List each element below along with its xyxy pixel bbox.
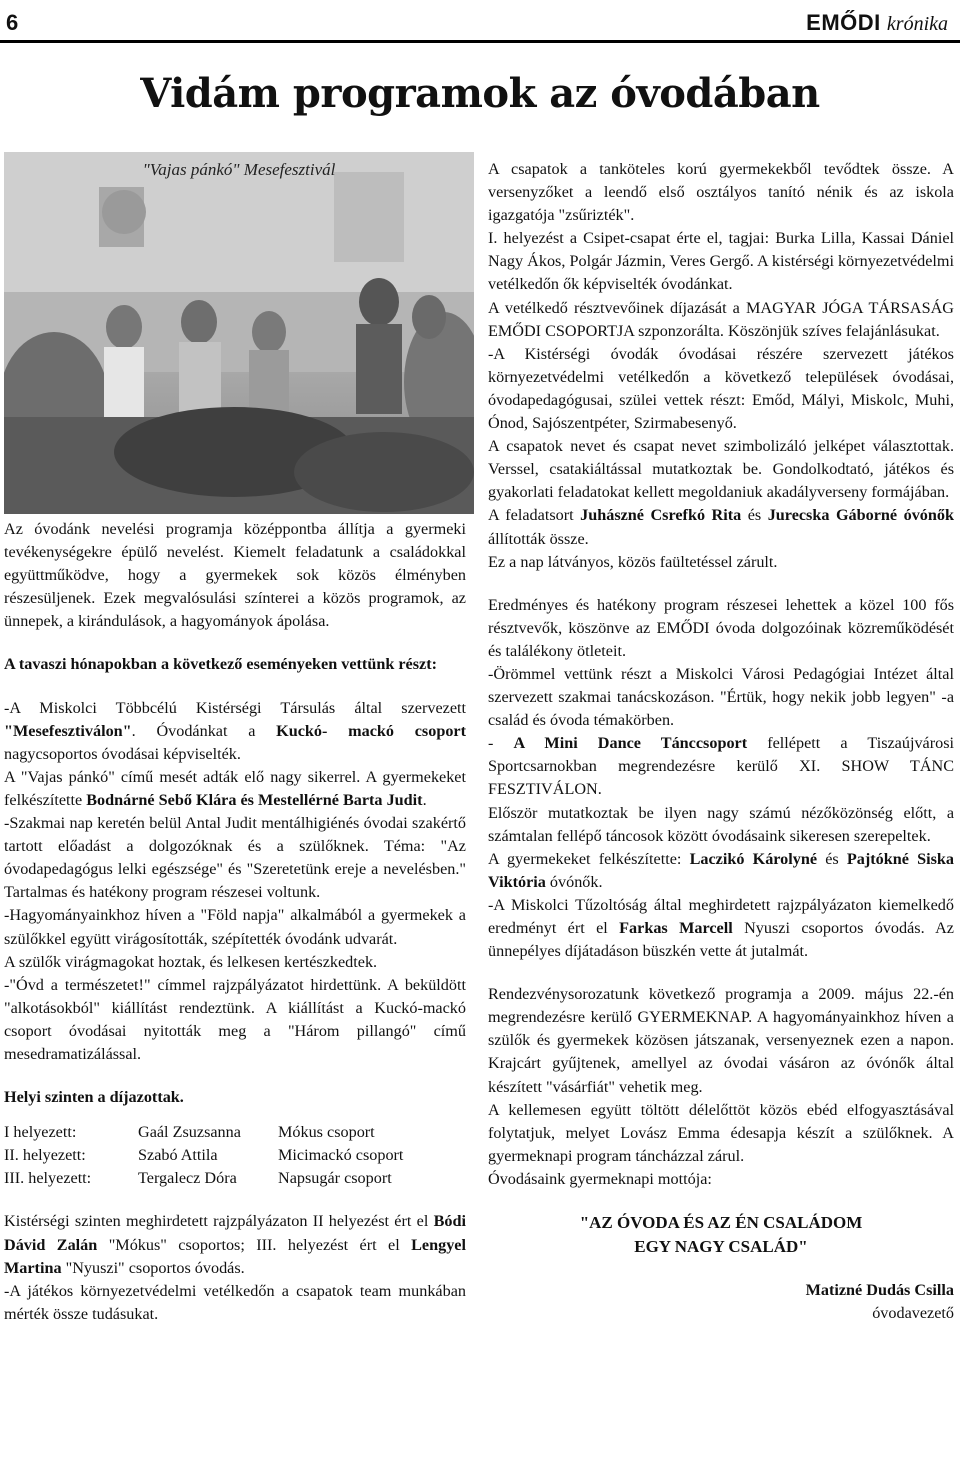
award-name: Gaál Zsuzsanna xyxy=(138,1123,241,1142)
publication-name xyxy=(806,10,948,36)
article-title: Vidám programok az óvodában xyxy=(140,70,820,117)
award-place: III. helyezett: xyxy=(4,1169,92,1188)
paragraph-csapatnevek: A csapatok nevet és csapat nevet szimbolizáló jelképet választottak. Verssel, csatakiáltással mutatkoztak be. Gondolkodtató, játékos és gyakorlati feladatokat kellett megoldaniuk akadályverseny formájában. xyxy=(488,437,954,502)
paragraph-feladatsor: A feladatsort Juhászné Csrefkó Rita és Jurecska Gáborné óvónők állították össze. xyxy=(488,506,954,548)
paragraph-felkeszites: A gyermekeket felkészítette: Laczikó Károlyné és Pajtókné Siska Viktória óvónők. xyxy=(488,849,954,891)
motto-line-1: "AZ ÓVODA ÉS AZ ÉN CSALÁDOM xyxy=(579,1213,863,1233)
left-column xyxy=(4,518,466,1326)
award-name: Szabó Attila xyxy=(138,1146,218,1165)
photo-caption: "Vajas pánkó" Mesefesztivál xyxy=(142,160,336,179)
publication-title: EMŐDI xyxy=(806,10,881,35)
paragraph-eredmenyes: Eredményes és hatékony program részesei lehettek a közel 100 fős résztvevők, köszönve az EMŐDI óvoda dolgozóinak közreműködését és találékony ötleteit. xyxy=(488,595,954,660)
motto xyxy=(488,1211,954,1259)
article-photo xyxy=(4,152,474,514)
author-role: óvodavezető xyxy=(872,1304,954,1323)
paragraph-mesefesztival: -A Miskolci Többcélú Kistérségi Társulás által szervezett "Mesefesztiválon". Óvodánkat a Kuckó- mackó csoport nagycsoportos óvodásai képviselték. xyxy=(4,698,466,763)
award-group: Mókus csoport xyxy=(278,1123,375,1142)
award-group: Micimackó csoport xyxy=(278,1146,404,1165)
paragraph-vetelkedo: -A játékos környezetvédelmi vetélkedőn a csapatok team munkában mérték össze tudásukat. xyxy=(4,1281,466,1323)
intro-paragraph: Az óvodánk nevelési programja középpontba állítja a gyermeki tevékenységekre épülő nevelést. Kiemelt feladatunk a családokkal együttműködve, hogy a gyermekek sok közös élményben részesüljenek. Ezek megvalósulási színterei a közös programok, az ünnepek, a kirándulások, a hagyományok ápolása. xyxy=(4,520,466,631)
award-place: II. helyezett: xyxy=(4,1146,86,1165)
page-header xyxy=(0,0,960,43)
awards-table xyxy=(4,1121,466,1190)
paragraph-gyermeknap: Rendezvénysorozatunk következő programja a 2009. május 22.-én megrendezésre kerülő GYERMEKNAP. A hagyományainkhoz híven a szülők és gyermekek közösen játszanak, versenyeznek ezen a napon. Krajcárt gyűjtenek, amellyel az óvodai vásáron az óvónők által készített "vásárfiát" vehetik meg. xyxy=(488,985,954,1096)
paragraph-motto-intro: Óvodásaink gyermeknapi mottója: xyxy=(488,1169,712,1188)
photo-image xyxy=(4,152,474,514)
paragraph-fold-napja: -Hagyományainkhoz híven a "Föld napja" alkalmából a gyermekek a szülőkkel együtt virágosították, szépítették óvodánk udvarát. xyxy=(4,906,466,948)
paragraph-bemutatkozas: Először mutatkoztak be ilyen nagy számú nézőközönség előtt, a számtalan fellépő táncosok között óvodásaink sikeresen szerepeltek. xyxy=(488,803,954,845)
events-heading: A tavaszi hónapokban a következő eseményeken vettünk részt: xyxy=(4,655,438,674)
award-name: Tergalecz Dóra xyxy=(138,1169,237,1188)
motto-line-2: EGY NAGY CSALÁD" xyxy=(634,1237,808,1257)
paragraph-joga-tarsasag: A vetélkedő résztvevőinek díjazását a MAGYAR JÓGA TÁRSASÁG EMŐDI CSOPORTJA szponzorálta. Köszönjük szíves felajánlásukat. xyxy=(488,298,954,340)
awards-heading: Helyi szinten a díjazottak. xyxy=(4,1088,184,1107)
paragraph-tuzoltosag: -A Miskolci Tűzoltóság által meghirdetett rajzpályázaton kiemelkedő eredményt ért el Farkas Marcell Nyuszi csoportos óvodás. Az ünnepélyes díjátadáson büszkén vette át jutalmát. xyxy=(488,895,954,961)
paragraph-csapatok: A csapatok a tanköteles korú gyermekekből tevődtek össze. A versenyzőket a leendő első osztályos tanító nénik és az iskola igazgatója "zsűrizték". xyxy=(488,160,954,225)
paragraph-rajzpalyazat: -"Óvd a természetet!" címmel rajzpályázatot hirdettünk. A beküldött "alkotásokból" kiállítást rendeztünk. A kiállítást a Kuckó-mackó csoport óvodásai nyitották meg a "Három pillangó" című mesedramatizálással. xyxy=(4,975,466,1063)
paragraph-ebed: A kellemesen együtt töltött délelőttöt közös ebéd elfogyasztásával folytatjuk, melyet Lovász Emma édesapja készít a szülőknek. A gyermeknapi program táncházzal zárul. xyxy=(488,1100,954,1165)
paragraph-kistersegi-ovodak: -A Kistérségi óvodák óvodásai részére szervezett játékos környezetvédelmi vetélkedőn a következő települések óvodásai, óvodapedagógusai, szülei vettek részt: Emőd, Mályi, Miskolc, Muhi, Ónod, Sajószentpéter, Szirmabesenyő. xyxy=(488,344,954,433)
award-place: I helyezett: xyxy=(4,1123,77,1142)
paragraph-kistersegi-rajz: Kistérségi szinten meghirdetett rajzpályázaton II helyezést ért el Bódi Dávid Zalán "Mókus" csoportos; III. helyezést ért el Lengyel Martina "Nyuszi" csoportos óvodás. xyxy=(4,1212,466,1277)
award-group: Napsugár csoport xyxy=(278,1169,392,1188)
publication-subtitle: krónika xyxy=(886,13,948,35)
paragraph-pedagogiai-intezet: -Örömmel vettünk részt a Miskolci Városi Pedagógiai Intézet által szervezett szakmai tanácskozáson. "Értük, hogy nekik jobb legyen" -a család és óvoda témakörben. xyxy=(488,664,954,730)
paragraph-viragmagok: A szülők virágmagokat hoztak, és lelkesen kertészkedtek. xyxy=(4,952,378,971)
right-column xyxy=(488,158,954,1325)
page-number: 6 xyxy=(6,10,19,35)
author-name: Matizné Dudás Csilla xyxy=(805,1281,954,1300)
paragraph-vajas-panko: A "Vajas pánkó" című mesét adták elő nagy sikerrel. A gyermekeket felkészítette Bodnárné Sebő Klára és Mestellérné Barta Judit. xyxy=(4,767,466,809)
paragraph-csipet-csapat: I. helyezést a Csipet-csapat érte el, tagjai: Burka Lilla, Kassai Dániel Nagy Ákos, Polgár Jázmin, Veres Gergő. A kistérségi környezetvédelmi vetélkedőn ők képviselték óvodánkat. xyxy=(488,229,954,294)
paragraph-faultetes: Ez a nap látványos, közös faültetéssel zárult. xyxy=(488,552,778,571)
paragraph-szakmai-nap: -Szakmai nap keretén belül Antal Judit mentálhigiénés óvodai szakértő tartott előadást a dolgozóknak és a szülőknek. Téma: "Az óvodapedagógus lelki egészsége" és "Szeretetünk ereje a nevelésben." Tartalmas és hatékony program részesei voltunk. xyxy=(4,814,466,902)
author-signature xyxy=(488,1279,954,1325)
paragraph-mini-dance: - A Mini Dance Tánccsoport fellépett a Tiszaújvárosi Sportcsarnokban megrendezésre kerülő XI. SHOW TÁNC FESZTIVÁLON. xyxy=(488,734,955,799)
